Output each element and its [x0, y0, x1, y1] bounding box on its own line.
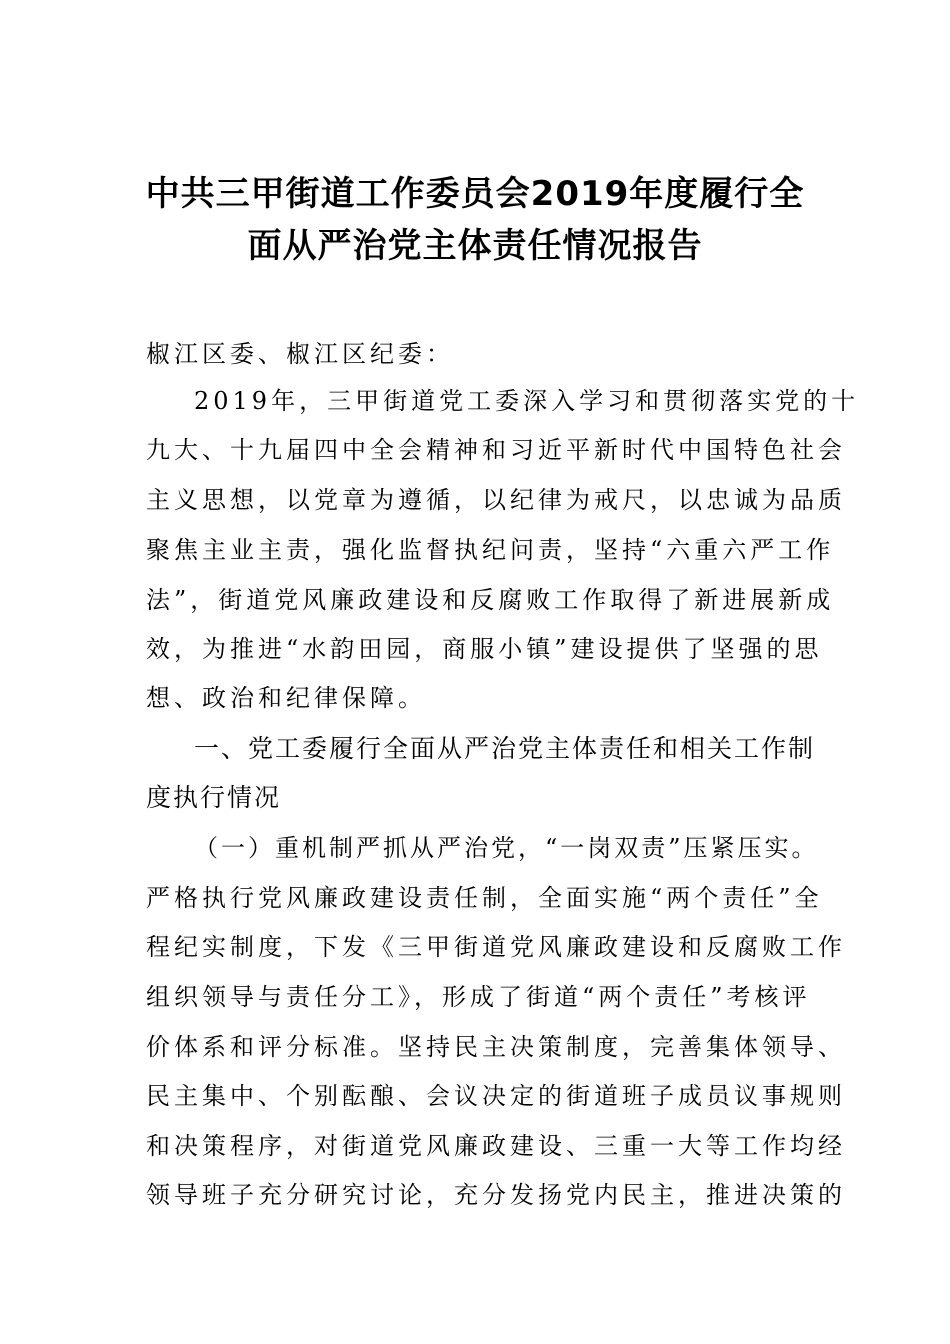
paragraph-2-line: 组织领导与责任分工》，形成了街道“两个责任”考核评: [146, 983, 811, 1011]
paragraph-2-line: 领导班子充分研究讨论，充分发扬党内民主，推进决策的: [146, 1181, 846, 1209]
title-line-1: 中共三甲街道工作委员会2019年度履行全: [145, 174, 805, 214]
section-heading: 一、党工委履行全面从严治党主体责任和相关工作制: [194, 734, 816, 763]
paragraph-1-line: 九大、十九届四中全会精神和习近平新时代中国特色社会: [146, 436, 846, 464]
paragraph-1-line: 法”，街道党风廉政建设和反腐败工作取得了新进展新成: [146, 586, 835, 614]
paragraph-2-line: 民主集中、个别酝酿、会议决定的街道班子成员议事规则: [146, 1082, 846, 1110]
paragraph-2-line: 程纪实制度，下发《三甲街道党风廉政建设和反腐败工作: [146, 933, 846, 961]
paragraph-1-line: 2019年，三甲街道党工委深入学习和贯彻落实党的十: [194, 387, 860, 415]
paragraph-1-line: 聚焦主业主责，强化监督执纪问责，坚持“六重六严工作: [146, 536, 835, 564]
section-heading: 度执行情况: [146, 783, 282, 812]
paragraph-1-line: 主义思想，以党章为遵循，以纪律为戒尺，以忠诚为品质: [146, 486, 846, 514]
paragraph-1-line: 效，为推进“水韵田园，商服小镇”建设提供了坚强的思: [146, 635, 823, 663]
document-title: [100, 168, 850, 272]
paragraph-1-line: 想、政治和纪律保障。: [146, 684, 426, 712]
title-line-2: 面从严治党主体责任情况报告: [247, 226, 703, 266]
paragraph-2-line: 严格执行党风廉政建设责任制，全面实施“两个责任”全: [146, 884, 823, 912]
paragraph-2-line: 价体系和评分标准。坚持民主决策制度，完善集体领导、: [146, 1033, 846, 1061]
subsection-heading: （一）重机制严抓从严治党，“一岗双责”压紧压实。: [194, 834, 819, 862]
paragraph-2-line: 和决策程序，对街道党风廉政建设、三重一大等工作均经: [146, 1132, 846, 1160]
salutation: 椒江区委、椒江区纪委：: [146, 340, 454, 368]
